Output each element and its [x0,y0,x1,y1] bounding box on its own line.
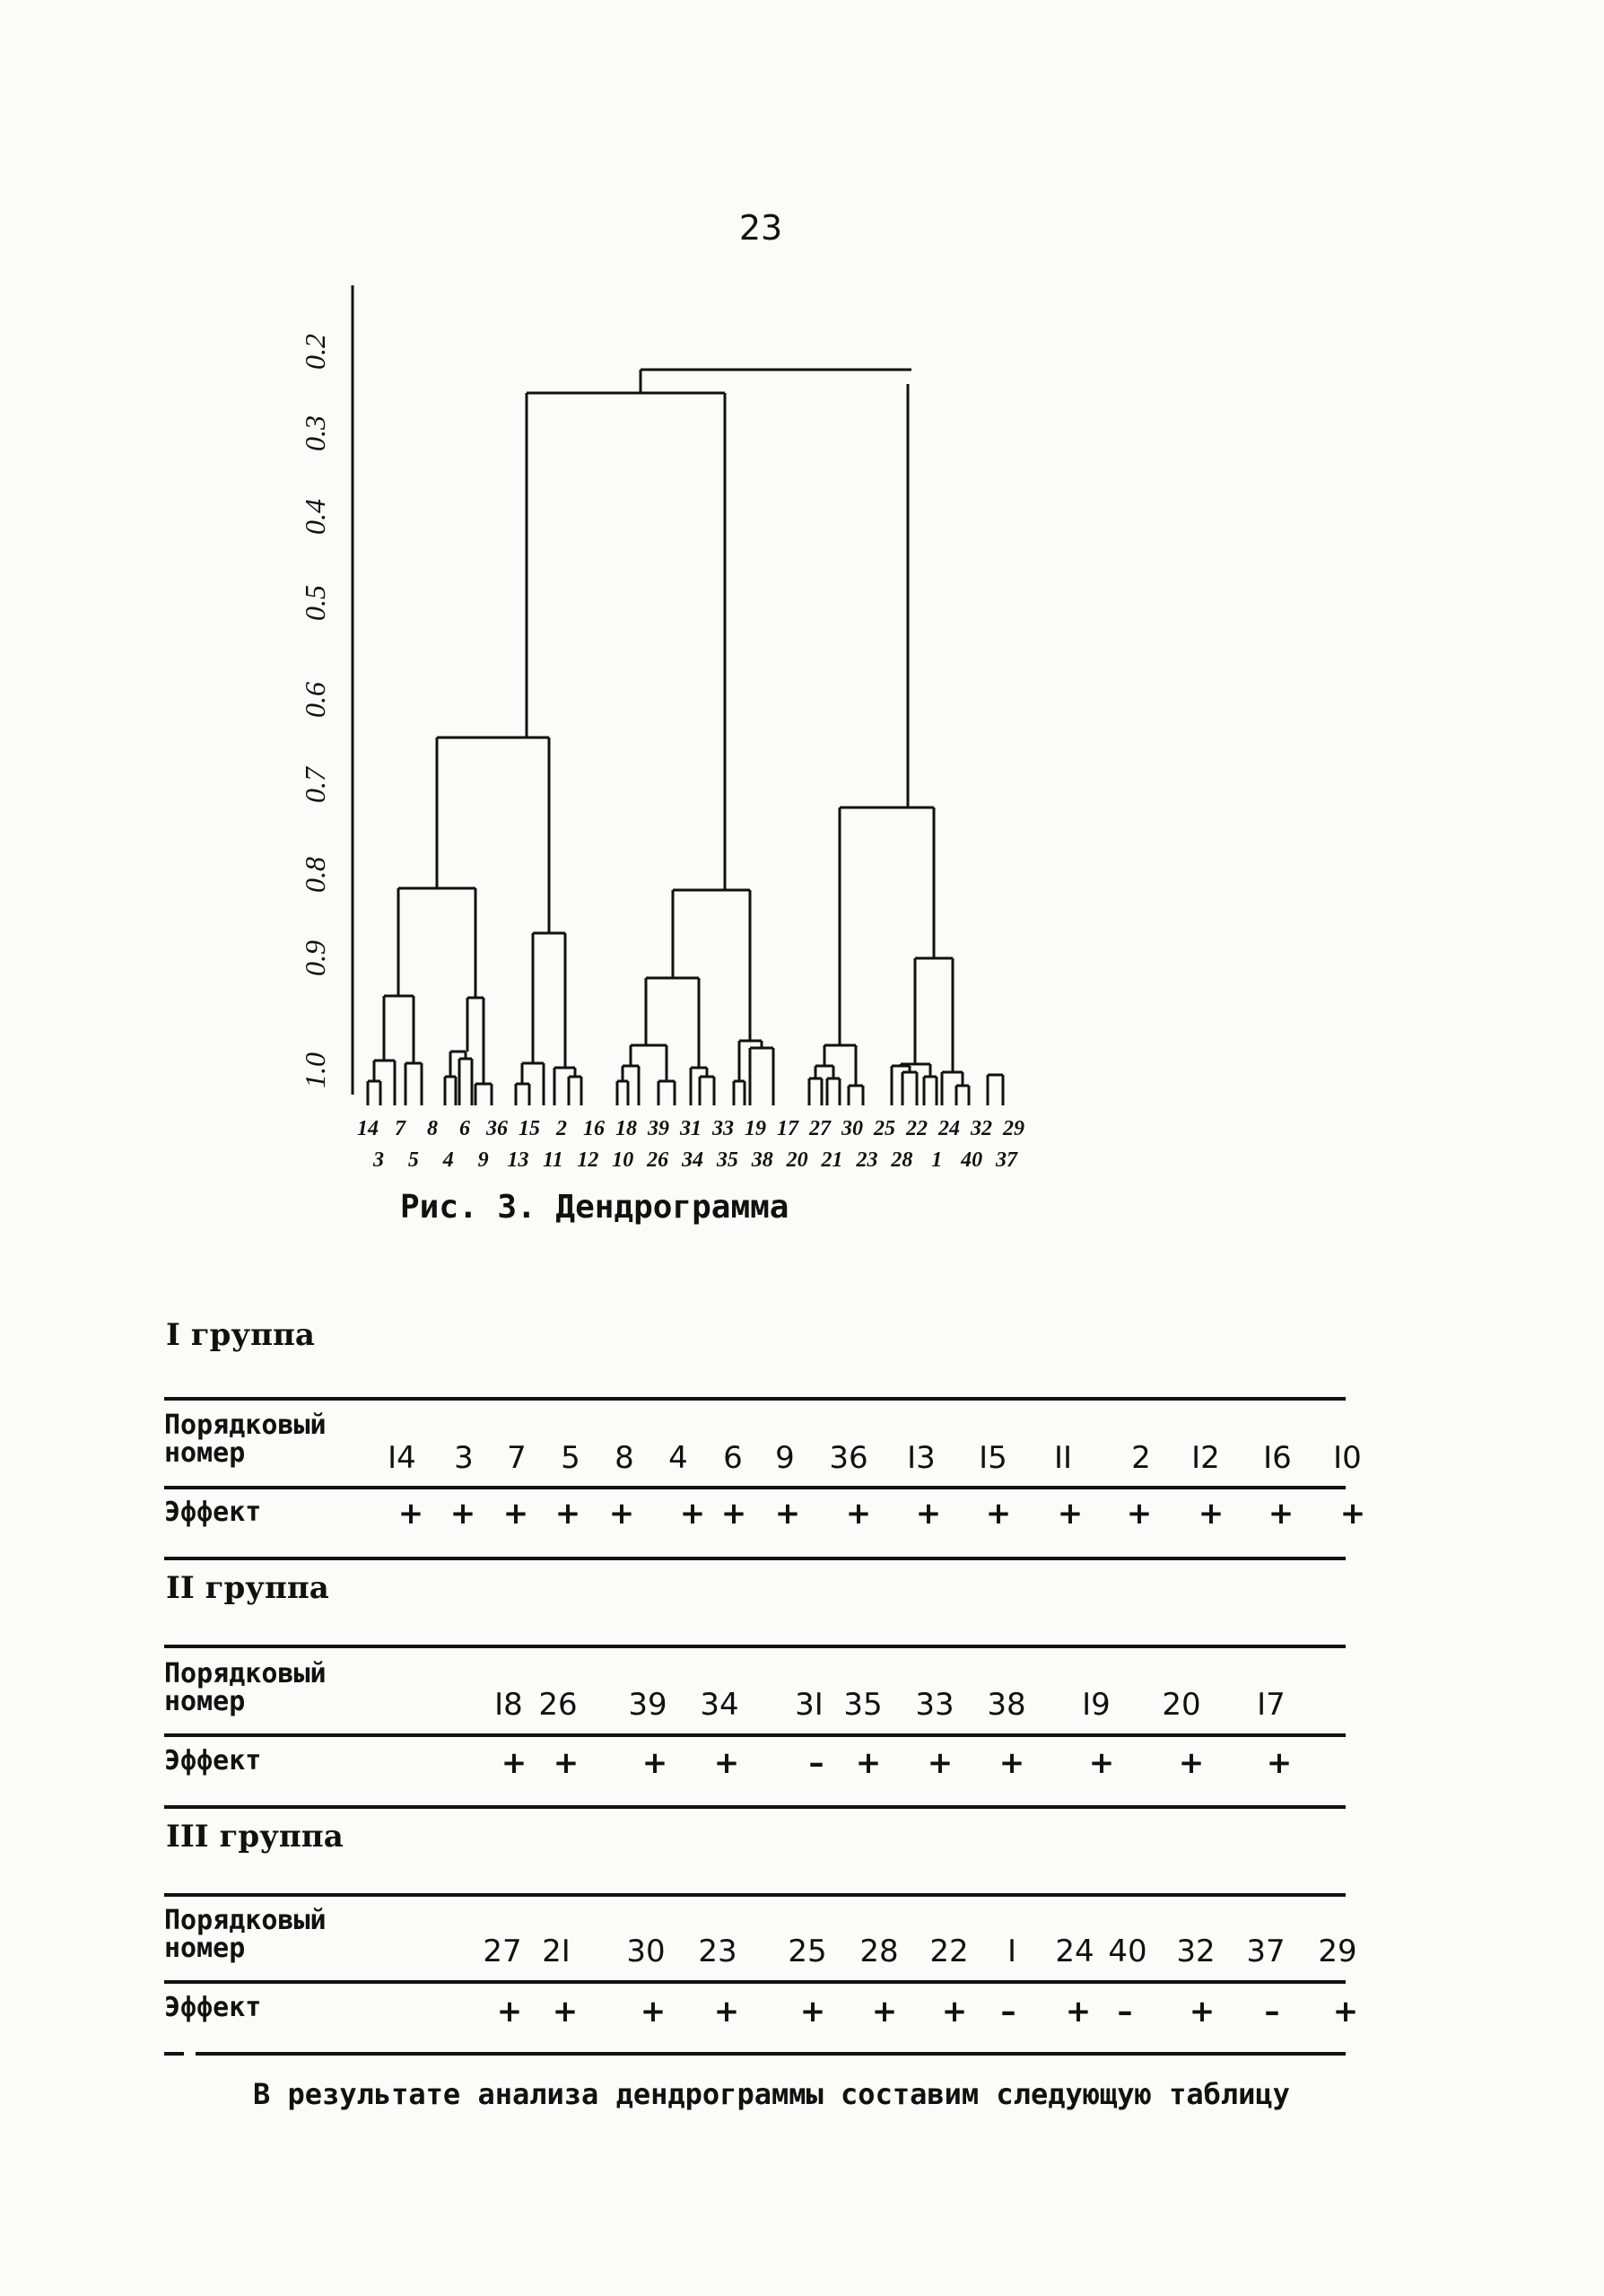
leaf-label: 9 [477,1148,489,1172]
table-rule [164,1805,1346,1809]
effect-cell: + [871,1994,898,2030]
serial-number-cell: 2I [542,1934,571,1969]
leaf-label: 8 [427,1117,438,1140]
group-1-number-label [164,1411,327,1467]
effect-cell: + [1065,1994,1092,2030]
effect-cell: + [855,1745,882,1781]
leaf-label: 29 [1003,1117,1024,1140]
serial-number-cell: 35 [843,1687,883,1723]
serial-number-cell: I4 [388,1440,416,1476]
effect-cell: – [1117,1994,1133,2030]
serial-number-cell: 2 [1131,1440,1151,1476]
leaf-label: 30 [841,1117,863,1140]
table-rule [164,1645,1346,1648]
leaf-label: 5 [407,1148,419,1172]
serial-number-cell: 23 [698,1934,737,1969]
leaf-label: 27 [809,1117,831,1140]
table-rule-dash [164,2052,184,2056]
leaf-label: 23 [856,1148,878,1172]
effect-cell: – [1000,1994,1016,2030]
effect-cell: + [1189,1994,1216,2030]
axis-tick-label: 0.7 [299,767,331,803]
effect-cell: + [713,1745,740,1781]
table-rule [164,1733,1346,1737]
table-rule [164,1893,1346,1897]
leaf-label: 15 [519,1117,540,1140]
effect-cell: – [808,1745,824,1781]
leaf-label: 10 [612,1148,634,1172]
serial-number-cell: 9 [775,1440,795,1476]
axis-tick-label: 0.5 [299,585,331,621]
serial-number-cell: 27 [483,1934,522,1969]
serial-number-cell: 22 [929,1934,969,1969]
serial-number-cell: 8 [615,1440,634,1476]
axis-tick-label: 0.6 [299,682,331,718]
effect-cell: + [1339,1496,1366,1532]
effect-cell: + [679,1496,706,1532]
leaf-label: 21 [821,1148,843,1172]
number-label-line1: Порядковый [164,1658,327,1689]
serial-number-cell: 3 [454,1440,474,1476]
leaf-label: 16 [583,1117,605,1140]
leaf-label: 39 [648,1117,669,1140]
leaf-label: 26 [647,1148,669,1172]
leaf-label: 36 [486,1117,508,1140]
leaf-label: 6 [459,1117,470,1140]
leaf-label: 33 [712,1117,734,1140]
serial-number-cell: I5 [979,1440,1007,1476]
serial-number-cell: I2 [1191,1440,1220,1476]
group-3-title: III группа [166,1819,344,1855]
serial-number-cell: 7 [507,1440,527,1476]
leaf-label: 13 [507,1148,529,1172]
leaf-label: 19 [745,1117,766,1140]
leaf-label: 3 [373,1148,384,1172]
serial-number-cell: 26 [538,1687,578,1723]
effect-cell: + [449,1496,476,1532]
serial-number-cell: 40 [1108,1934,1147,1969]
serial-number-cell: 28 [859,1934,899,1969]
table-rule [164,1486,1346,1489]
table-rule [164,1980,1346,1984]
leaf-label: 25 [874,1117,895,1140]
effect-cell: + [640,1994,667,2030]
axis-tick-label: 1.0 [299,1052,331,1088]
serial-number-cell: 5 [561,1440,580,1476]
leaf-label: 4 [442,1148,454,1172]
effect-cell: + [998,1745,1025,1781]
effect-cell: + [1332,1994,1359,2030]
effect-cell: + [1126,1496,1153,1532]
serial-number-cell: 30 [626,1934,666,1969]
serial-number-cell: 6 [723,1440,743,1476]
serial-number-cell: 4 [668,1440,688,1476]
axis-tick-label: 0.2 [299,334,331,370]
leaf-label: 37 [996,1148,1017,1172]
number-label-line2: номер [164,1686,246,1717]
effect-cell: + [713,1994,740,2030]
serial-number-cell: 24 [1055,1934,1094,1969]
effect-cell: + [720,1496,747,1532]
leaf-label: 32 [971,1117,992,1140]
leaf-label: 17 [777,1117,798,1140]
serial-number-cell: 25 [788,1934,827,1969]
table-rule [164,1397,1346,1401]
group-3-effect-label: Эффект [164,1992,262,2023]
leaf-label: 34 [682,1148,703,1172]
group-1-title: I группа [166,1317,315,1353]
table-rule [164,1557,1346,1560]
serial-number-cell: I [1007,1934,1017,1969]
serial-number-cell: I3 [907,1440,936,1476]
effect-cell: + [554,1496,581,1532]
serial-number-cell: 36 [829,1440,868,1476]
serial-number-cell: I6 [1263,1440,1292,1476]
serial-number-cell: II [1053,1440,1073,1476]
body-text: В результате анализа дендрограммы составим следующую таблицу [253,2077,1290,2111]
number-label-line1: Порядковый [164,1410,327,1441]
effect-cell: + [941,1994,968,2030]
axis-tick-label: 0.9 [299,940,331,976]
leaf-label: 18 [615,1117,637,1140]
effect-cell: + [1178,1745,1205,1781]
effect-cell: + [774,1496,801,1532]
leaf-label: 35 [716,1148,738,1172]
group-2-effect-label: Эффект [164,1745,262,1777]
group-2-number-label [164,1660,327,1715]
number-label-line1: Порядковый [164,1905,327,1936]
leaf-label: 20 [786,1148,808,1172]
effect-cell: + [1088,1745,1115,1781]
leaf-label: 31 [680,1117,702,1140]
leaf-label: 7 [395,1117,405,1140]
group-3-number-label [164,1907,327,1962]
serial-number-cell: 20 [1162,1687,1201,1723]
page-number: 23 [738,208,783,248]
serial-number-cell: 37 [1246,1934,1286,1969]
serial-number-cell: I8 [494,1687,523,1723]
effect-cell: + [985,1496,1012,1532]
effect-cell: + [799,1994,826,2030]
serial-number-cell: I9 [1082,1687,1111,1723]
leaf-label: 24 [938,1117,960,1140]
effect-cell: + [1057,1496,1084,1532]
effect-cell: + [915,1496,942,1532]
serial-number-cell: 34 [700,1687,739,1723]
effect-cell: + [552,1994,579,2030]
effect-cell: + [641,1745,668,1781]
leaf-label: 1 [931,1148,943,1172]
effect-cell: + [397,1496,424,1532]
leaf-label: 12 [577,1148,599,1172]
serial-number-cell: 3I [795,1687,824,1723]
effect-cell: + [1266,1745,1293,1781]
table-rule [196,2052,1346,2056]
serial-number-cell: 39 [628,1687,667,1723]
effect-cell: + [502,1496,529,1532]
serial-number-cell: 38 [987,1687,1026,1723]
serial-number-cell: 33 [915,1687,955,1723]
effect-cell: + [927,1745,954,1781]
serial-number-cell: 29 [1318,1934,1357,1969]
serial-number-cell: I7 [1257,1687,1286,1723]
leaf-label: 11 [543,1148,563,1172]
leaf-label: 38 [751,1148,773,1172]
effect-cell: – [1264,1994,1280,2030]
effect-cell: + [608,1496,635,1532]
axis-tick-label: 0.4 [299,499,331,535]
axis-tick-label: 0.3 [299,415,331,451]
leaf-label: 40 [961,1148,983,1172]
leaf-label: 14 [357,1117,379,1140]
figure-caption: Рис. 3. Дендрограмма [400,1189,789,1226]
effect-cell: + [501,1745,527,1781]
group-1-effect-label: Эффект [164,1497,262,1528]
effect-cell: + [496,1994,523,2030]
leaf-label: 28 [891,1148,913,1172]
effect-cell: + [1268,1496,1295,1532]
group-2-title: II группа [166,1570,329,1606]
number-label-line2: номер [164,1933,246,1964]
effect-cell: + [553,1745,580,1781]
effect-cell: + [1198,1496,1225,1532]
serial-number-cell: 32 [1176,1934,1216,1969]
effect-cell: + [845,1496,872,1532]
serial-number-cell: I0 [1333,1440,1362,1476]
axis-tick-label: 0.8 [299,857,331,893]
leaf-label: 22 [906,1117,928,1140]
number-label-line2: номер [164,1437,246,1469]
leaf-label: 2 [556,1117,567,1140]
